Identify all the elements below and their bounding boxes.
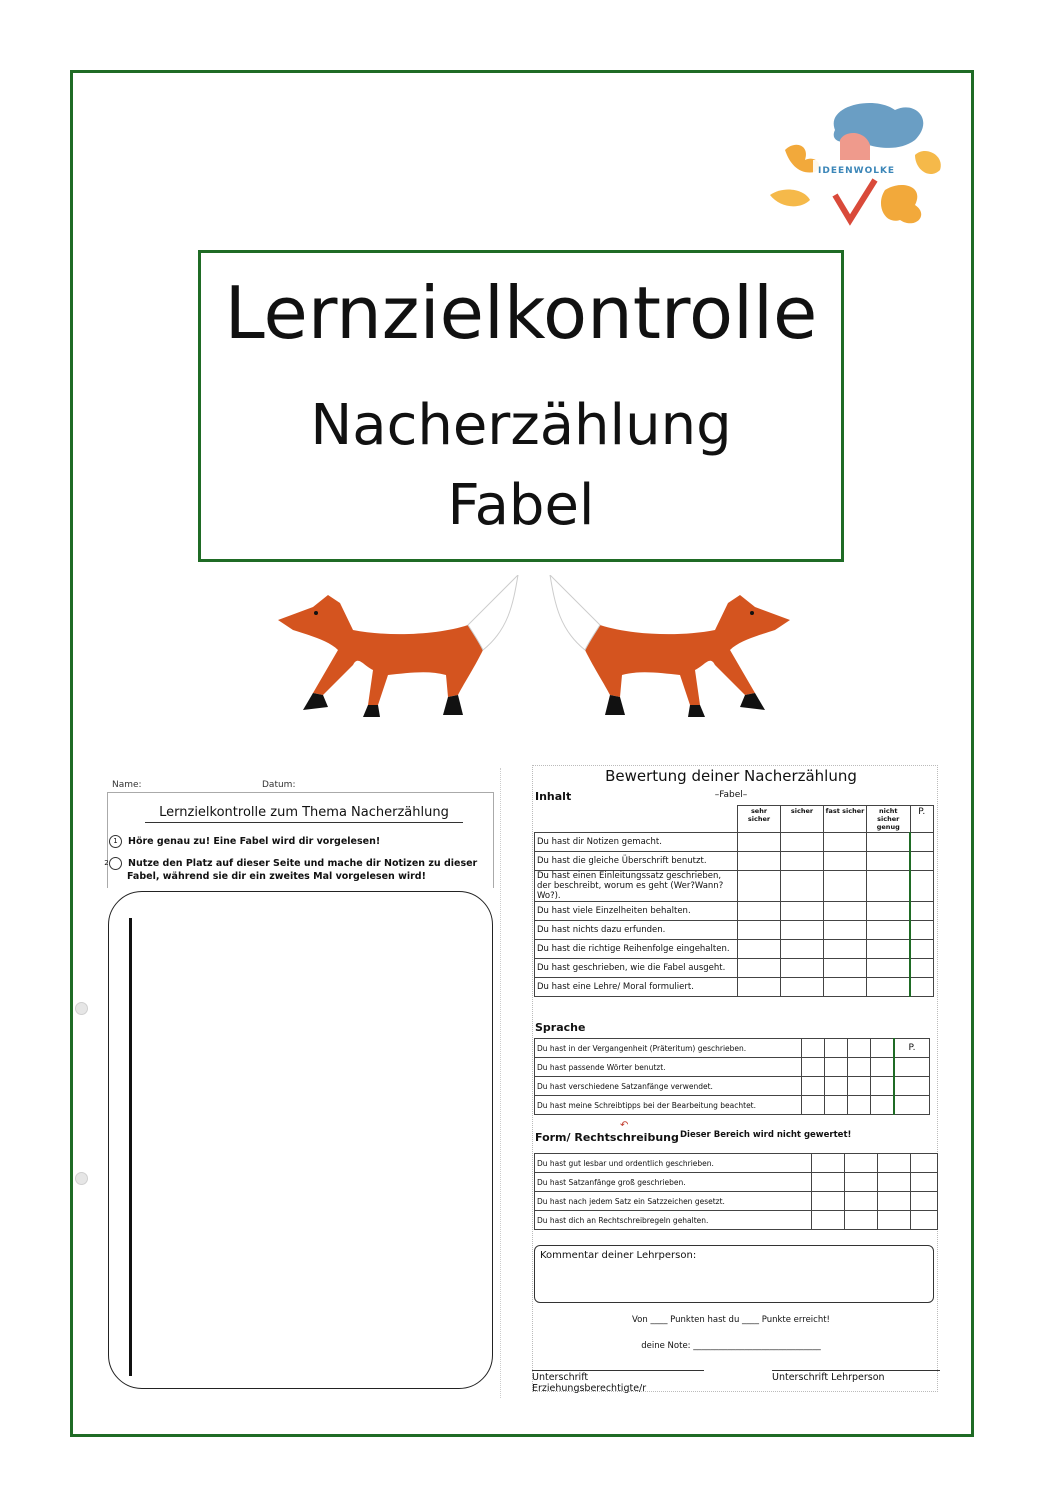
section-sprache: Sprache [535,1021,586,1034]
punch-hole [75,1002,88,1015]
sprache-table: Du hast in der Vergangenheit (Präteritum) geschrieben. P. Du hast passende Wörter benutzt. Du hast verschiedene Satzanfänge verwendet. Du hast meine Schreibtipps bei der Bearbeitung beachtet. [534,1038,930,1115]
table-row: Du hast die richtige Reihenfolge eingehalten. [535,940,738,959]
worksheet-heading: Lernzielkontrolle zum Thema Nacherzählung [145,805,463,823]
arrow-icon: ↶ [620,1120,629,1131]
grade-line: deine Note: ______________________________ [641,1341,821,1351]
name-label: Name: [112,780,142,790]
fox-illustration-left [268,575,523,725]
table-row: Du hast Satzanfänge groß geschrieben. [535,1173,812,1192]
table-row: Du hast nichts dazu erfunden. [535,921,738,940]
worksheet-preview-notes [95,768,501,1398]
form-note: Dieser Bereich wird nicht gewertet! [680,1130,852,1140]
table-row: Du hast meine Schreibtipps bei der Bearbeitung beachtet. [535,1096,802,1115]
fox-illustration-right [545,575,800,725]
worksheet-preview-rubric [522,750,940,1394]
table-row: Du hast dich an Rechtschreibregeln gehalten. [535,1211,812,1230]
page-subtitle: Nacherzählung [310,393,732,458]
inhalt-table: sehr sicher sicher fast sicher nicht sicher genug P. Du hast dir Notizen gemacht. Du hast die gleiche Überschrift benutzt. Du hast einen Einleitungssatz geschrieben, der beschreibt, worum es geht (Wer?Wann? Wo?). Du hast viele Einzelheiten behalten. Du hast nichts dazu erfunden. Du hast die richtige Reihenfolge eingehalten. Du hast geschrieben, wie die Fabel ausgeht. Du hast eine Lehre/ Moral formuliert. [534,805,934,997]
signature-parent: Unterschrift Erziehungsberechtigte/r [532,1370,704,1394]
rubric-title: Bewertung deiner Nacherzählung [605,767,857,785]
table-row: Du hast dir Notizen gemacht. [535,833,738,852]
form-table [534,1153,938,1230]
teacher-comment-box: Kommentar deiner Lehrperson: [534,1245,934,1303]
logo-text: IDEENWOLKE [818,166,896,176]
table-row: Du hast in der Vergangenheit (Präteritum) geschrieben. [535,1039,802,1058]
table-row: Du hast nach jedem Satz ein Satzzeichen gesetzt. [535,1192,812,1211]
title-box [198,250,844,562]
section-form: Form/ Rechtschreibung [535,1131,679,1144]
page-title: Lernzielkontrolle [224,271,818,355]
rubric-subtitle: –Fabel– [714,790,748,800]
task-2: 2 Nutze den Platz auf dieser Seite und mache dir Notizen zu dieser Fabel, während sie dir ein zweites Mal vorgelesen wird! [104,858,478,882]
table-row: Du hast die gleiche Überschrift benutzt. [535,852,738,871]
table-row: Du hast geschrieben, wie die Fabel ausgeht. [535,959,738,978]
task-1: 1 Höre genau zu! Eine Fabel wird dir vorgelesen! [109,835,479,848]
table-row: Du hast verschiedene Satzanfänge verwendet. [535,1077,802,1096]
table-row: Du hast eine Lehre/ Moral formuliert. [535,978,738,997]
date-label: Datum: [262,780,296,790]
section-inhalt: Inhalt [535,790,572,803]
table-row: Du hast einen Einleitungssatz geschrieben, der beschreibt, worum es geht (Wer?Wann? Wo?). [535,871,738,902]
punch-hole [75,1172,88,1185]
table-row: Du hast passende Wörter benutzt. [535,1058,802,1077]
points-line: Von ____ Punkten hast du ____ Punkte erreicht! [632,1315,830,1325]
table-row: Du hast viele Einzelheiten behalten. [535,902,738,921]
signature-teacher: Unterschrift Lehrperson [772,1370,940,1383]
notes-area [108,891,493,1389]
page-subtitle-2: Fabel [447,473,595,538]
table-row: Du hast gut lesbar und ordentlich geschrieben. [535,1154,812,1173]
